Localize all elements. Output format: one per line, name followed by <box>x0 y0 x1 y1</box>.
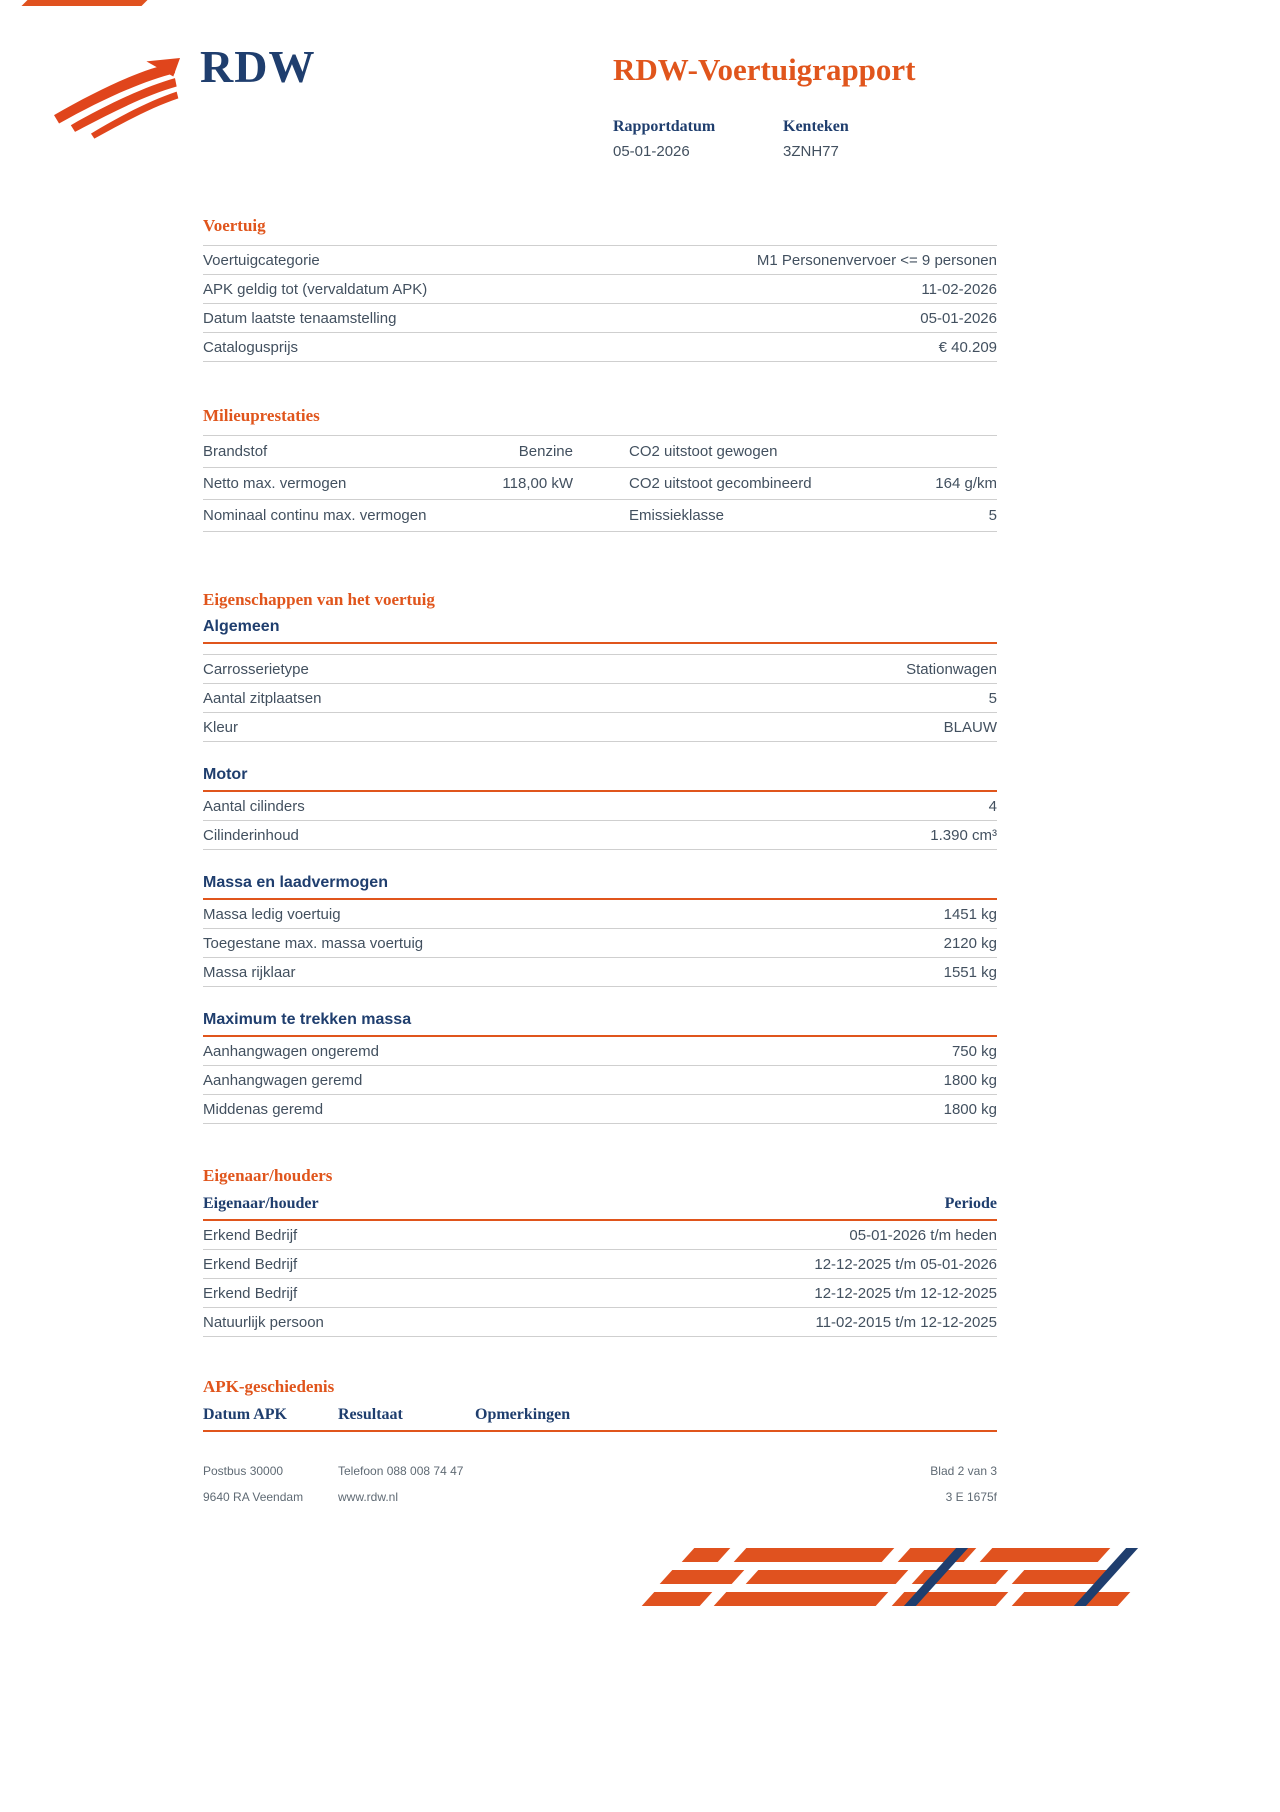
stripe-bar <box>980 1548 1111 1562</box>
subsection-title: Algemeen <box>203 618 997 644</box>
row-value: M1 Personenvervoer <= 9 personen <box>756 252 997 269</box>
property-row <box>203 958 997 987</box>
owner-row <box>203 1221 997 1250</box>
property-row <box>203 655 997 684</box>
stripe-bar <box>746 1570 909 1584</box>
owner-name: Erkend Bedrijf <box>203 1285 298 1302</box>
row-value: 1551 kg <box>943 964 997 981</box>
stripe-bar <box>1012 1592 1131 1606</box>
section-title-milieuprestaties: Milieuprestaties <box>203 406 320 425</box>
section-title-eigenschappen: Eigenschappen van het voertuig <box>203 590 435 609</box>
section-title-apk: APK-geschiedenis <box>203 1377 335 1396</box>
owner-row <box>203 1279 997 1308</box>
report-date-label: Rapportdatum <box>613 118 716 135</box>
row-label: Datum laatste tenaamstelling <box>203 310 397 327</box>
footer-doc-code: 3 E 1675f <box>945 1490 997 1504</box>
row-label: Middenas geremd <box>203 1101 324 1118</box>
report-content <box>203 216 997 1510</box>
row-value: 164 g/km <box>935 475 997 492</box>
owner-period: 05-01-2026 t/m heden <box>849 1227 997 1244</box>
owner-period: 11-02-2015 t/m 12-12-2025 <box>815 1314 997 1331</box>
voertuig-row <box>203 275 997 304</box>
decorative-stripes <box>648 1548 1128 1612</box>
footer-line-1 <box>203 1458 997 1484</box>
subsection-rows <box>203 1037 997 1124</box>
owner-row <box>203 1308 997 1337</box>
page-footer <box>203 1458 997 1510</box>
rdw-wing-icon <box>42 58 187 142</box>
row-value: 5 <box>988 690 997 707</box>
row-label: Emissieklasse <box>629 507 725 524</box>
row-value: 750 kg <box>951 1043 997 1060</box>
stripe-bar <box>642 1592 713 1606</box>
footer-postbus: Postbus 30000 <box>203 1464 284 1478</box>
owner-period: 12-12-2025 t/m 05-01-2026 <box>814 1256 997 1273</box>
row-label: Toegestane max. massa voertuig <box>203 935 424 952</box>
row-value: 1.390 cm³ <box>930 827 997 844</box>
row-value <box>443 507 573 524</box>
license-plate-value: 3ZNH77 <box>783 143 839 160</box>
row-value: 1800 kg <box>943 1072 997 1089</box>
report-date-field <box>613 118 783 160</box>
row-label: Voertuigcategorie <box>203 252 320 269</box>
row-value: 4 <box>988 798 997 815</box>
row-label: Carrosserietype <box>203 661 309 678</box>
row-value: 1451 kg <box>943 906 997 923</box>
milieu-row <box>203 500 997 532</box>
section-title-eigenaars: Eigenaar/houders <box>203 1166 333 1185</box>
section-apk-geschiedenis <box>203 1377 997 1432</box>
property-row <box>203 713 997 742</box>
row-value: 2120 kg <box>943 935 997 952</box>
eigenaars-rows <box>203 1221 997 1337</box>
property-row <box>203 1037 997 1066</box>
column-header-owner: Eigenaar/houder <box>203 1195 319 1212</box>
section-voertuig <box>203 216 997 362</box>
subsection-motor <box>203 766 997 850</box>
section-milieuprestaties <box>203 406 997 532</box>
subsection-massa <box>203 874 997 987</box>
license-plate-label: Kenteken <box>783 118 849 135</box>
property-row <box>203 900 997 929</box>
footer-phone: Telefoon 088 008 74 47 <box>338 1464 464 1478</box>
property-row <box>203 1095 997 1124</box>
row-value: 05-01-2026 <box>920 310 997 327</box>
row-value: € 40.209 <box>938 339 997 356</box>
column-header-period: Periode <box>944 1195 997 1212</box>
owner-name: Erkend Bedrijf <box>203 1256 298 1273</box>
row-label: CO2 uitstoot gecombineerd <box>629 475 812 492</box>
subsection-title: Massa en laadvermogen <box>203 874 997 900</box>
column-gap <box>573 475 629 492</box>
row-value: 5 <box>988 507 997 524</box>
property-row <box>203 684 997 713</box>
subsection-title: Motor <box>203 766 997 792</box>
row-label: Catalogusprijs <box>203 339 299 356</box>
row-value <box>857 443 997 460</box>
rdw-logo-text: RDW <box>200 41 316 92</box>
row-label: Aantal zitplaatsen <box>203 690 322 707</box>
license-plate-field <box>783 118 953 160</box>
owner-name: Erkend Bedrijf <box>203 1227 298 1244</box>
column-header-datum-apk: Datum APK <box>203 1406 287 1423</box>
owner-period: 12-12-2025 t/m 12-12-2025 <box>814 1285 997 1302</box>
footer-page-number: Blad 2 van 3 <box>930 1464 997 1478</box>
row-label: Aanhangwagen ongeremd <box>203 1043 379 1060</box>
footer-website: www.rdw.nl <box>338 1490 399 1504</box>
column-header-resultaat: Resultaat <box>338 1406 403 1423</box>
subsection-algemeen <box>203 618 997 742</box>
property-row <box>203 1066 997 1095</box>
row-value: 118,00 kW <box>502 475 573 492</box>
milieu-row <box>203 436 997 468</box>
stripe-bar <box>682 1548 731 1562</box>
header-fields <box>613 118 953 160</box>
voertuig-rows <box>203 245 997 362</box>
row-label: Aanhangwagen geremd <box>203 1072 363 1089</box>
row-value: Benzine <box>518 443 573 460</box>
property-row <box>203 821 997 850</box>
subsection-trekken-massa <box>203 1011 997 1124</box>
milieu-rows <box>203 435 997 532</box>
apk-table-header <box>203 1406 997 1432</box>
row-value: 11-02-2026 <box>921 281 997 298</box>
section-title-voertuig: Voertuig <box>203 216 266 235</box>
subsection-title: Maximum te trekken massa <box>203 1011 997 1037</box>
row-label: Nominaal continu max. vermogen <box>203 507 427 524</box>
stripe-bar <box>660 1570 745 1584</box>
eigenaars-table-header <box>203 1195 997 1221</box>
footer-line-2 <box>203 1484 997 1510</box>
owner-row <box>203 1250 997 1279</box>
voertuig-row <box>203 304 997 333</box>
row-label: CO2 uitstoot gewogen <box>629 443 778 460</box>
report-date-value: 05-01-2026 <box>613 143 690 160</box>
property-row <box>203 929 997 958</box>
row-label: Brandstof <box>203 443 268 460</box>
row-label: Cilinderinhoud <box>203 827 299 844</box>
row-value: 1800 kg <box>943 1101 997 1118</box>
column-gap <box>573 507 629 524</box>
document-title: RDW-Voertuigrapport <box>613 52 916 87</box>
stripe-bar <box>734 1548 895 1562</box>
row-label: Netto max. vermogen <box>203 475 347 492</box>
row-label: Aantal cilinders <box>203 798 305 815</box>
section-eigenaars <box>203 1166 997 1337</box>
stripe-bar <box>714 1592 889 1606</box>
row-label: Massa rijklaar <box>203 964 296 981</box>
property-row <box>203 792 997 821</box>
column-header-opmerkingen: Opmerkingen <box>475 1406 571 1423</box>
row-label: Massa ledig voertuig <box>203 906 341 923</box>
subsection-rows <box>203 792 997 850</box>
voertuig-row <box>203 333 997 362</box>
milieu-row <box>203 468 997 500</box>
subsection-rows <box>203 654 997 742</box>
subsection-rows <box>203 900 997 987</box>
top-edge-decoration <box>22 0 151 6</box>
owner-name: Natuurlijk persoon <box>203 1314 324 1331</box>
row-label: APK geldig tot (vervaldatum APK) <box>203 281 428 298</box>
row-value: Stationwagen <box>906 661 997 678</box>
section-eigenschappen <box>203 590 997 1124</box>
column-gap <box>573 443 629 460</box>
row-value: BLAUW <box>943 719 997 736</box>
footer-city: 9640 RA Veendam <box>203 1490 304 1504</box>
row-label: Kleur <box>203 719 239 736</box>
voertuig-row <box>203 246 997 275</box>
